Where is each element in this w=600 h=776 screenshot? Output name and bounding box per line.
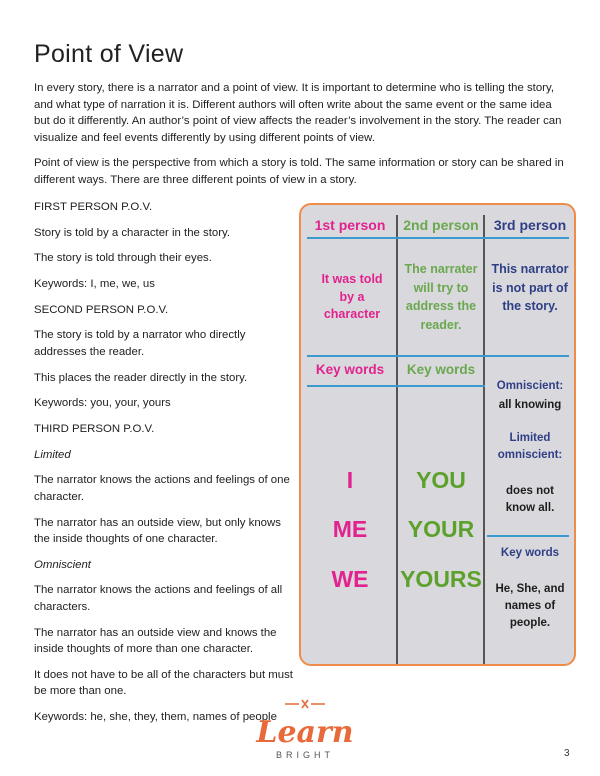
logo-wordmark: Learn [256, 715, 354, 750]
second-word-yours: YOURS [400, 566, 482, 592]
second-person-description: The narrater will try to address the reader. [404, 262, 478, 332]
page-number: 3 [564, 748, 570, 759]
third-keywords-list: He, She, and names of people. [495, 583, 565, 629]
omniscient-definition: all knowing [498, 399, 562, 411]
first-person-keywords: Keywords: I, me, we, us [34, 278, 155, 291]
pov-comparison-panel [299, 203, 576, 666]
note-line: It does not have to be all of the characters but must be more than one. [34, 668, 293, 698]
third-keywords-divider [487, 535, 569, 537]
note-line: This places the reader directly in the story. [34, 371, 248, 384]
first-person-description: It was told by a character [321, 272, 383, 321]
note-line: The story is told through their eyes. [34, 252, 212, 265]
note-line: Story is told by a character in the story. [34, 226, 231, 239]
logo-accent-icon [255, 697, 355, 711]
note-line: The story is told by a narrator who directly addresses the reader. [34, 329, 246, 358]
intro-paragraph-2: Point of view is the perspective from which a story is told. The same information or story can be shared in different ways. There are three different points of view in a story. [34, 157, 564, 186]
omniscient-label: Omniscient: [496, 380, 564, 392]
first-person-heading: FIRST PERSON P.O.V. [34, 201, 153, 213]
column-divider [396, 215, 398, 664]
note-line: The narrator has an outside view and knows the inside thoughts of more than one character. [34, 626, 277, 656]
header-first-person: 1st person [314, 217, 386, 233]
third-keywords-label: Key words [500, 547, 560, 559]
third-person-heading: THIRD PERSON P.O.V. [34, 423, 155, 435]
page-title: Point of View [34, 40, 184, 68]
omniscient-subheading: Omniscient [34, 558, 91, 571]
header-third-person: 3rd person [493, 217, 567, 233]
limited-omniscient-label: Limited omniscient: [497, 432, 563, 461]
learn-bright-logo [255, 697, 355, 767]
note-line: The narrator knows the actions and feelings of all characters. [34, 584, 283, 613]
second-word-your: YOUR [407, 516, 475, 542]
first-word-i: I [346, 467, 354, 493]
keywords-underline [307, 385, 485, 387]
second-word-you: YOU [416, 467, 466, 493]
intro-paragraph-1: In every story, there is a narrator and a point of view. It is important to determine who is telling the story, and what type of narration it is. Different authors will often write about the same event or the same idea but do it differently. An author’s point of view affects the reader’s involvement in the story. The reader can visualize and feel events differently by using different points of view. [34, 82, 562, 144]
first-keywords-label: Key words [315, 362, 385, 377]
note-line: The narrator knows the actions and feelings of one character. [34, 474, 290, 503]
limited-omniscient-definition: does not know all. [505, 485, 555, 514]
header-second-person: 2nd person [403, 217, 479, 233]
column-divider [483, 215, 485, 664]
second-person-heading: SECOND PERSON P.O.V. [34, 303, 169, 316]
first-word-we: WE [331, 566, 369, 592]
second-person-keywords: Keywords: you, your, yours [34, 397, 171, 410]
second-keywords-label: Key words [406, 362, 476, 377]
logo-subtext: BRIGHT [275, 750, 334, 760]
header-divider [307, 237, 569, 239]
third-person-description: This narrator is not part of the story. [491, 262, 569, 313]
pov-notes [34, 199, 296, 735]
first-word-me: ME [332, 516, 368, 542]
third-person-keywords: Keywords: he, she, they, them, names of people [34, 711, 277, 723]
note-line: The narrator has an outside view, but only knows the inside thoughts of one character. [34, 516, 281, 546]
limited-subheading: Limited [34, 448, 71, 461]
keywords-divider [307, 355, 569, 357]
